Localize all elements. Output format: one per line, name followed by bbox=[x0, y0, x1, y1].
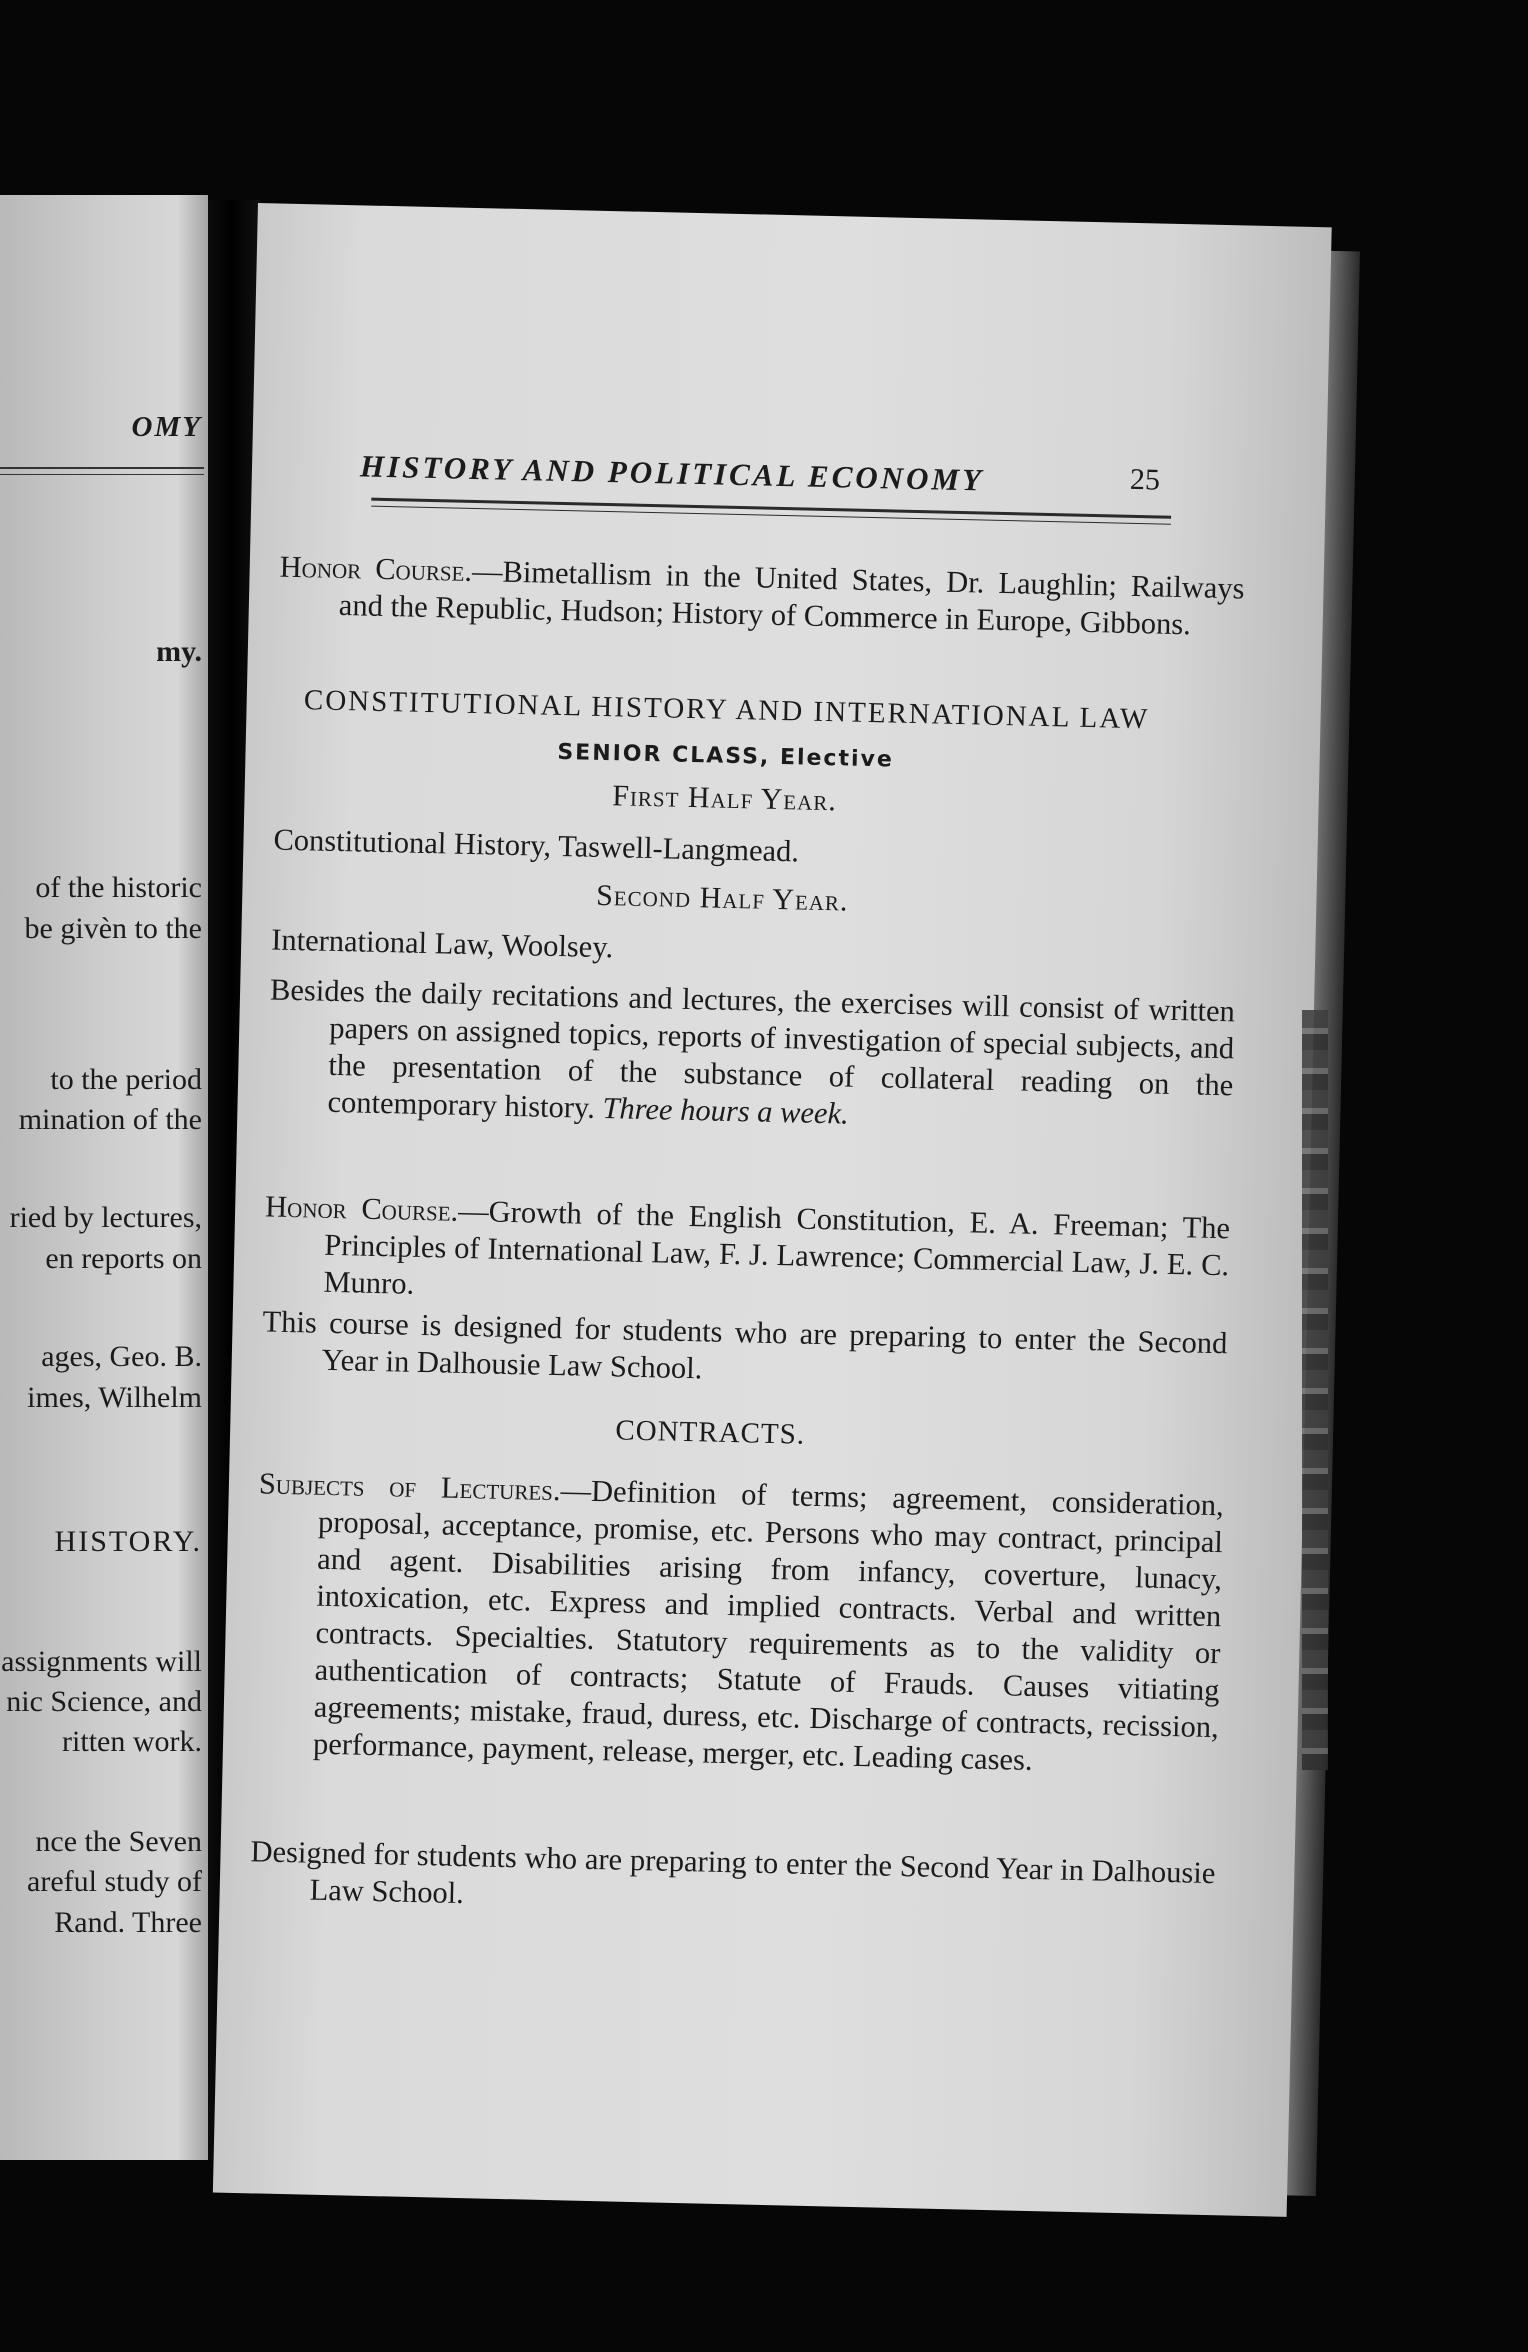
facing-page-header: OMY bbox=[131, 411, 202, 443]
edge-stamp bbox=[1302, 1010, 1328, 1770]
honor-course-label: Honor Course. bbox=[264, 1189, 459, 1228]
term-heading: First Half Year. bbox=[611, 779, 838, 818]
facing-page bbox=[0, 195, 208, 2160]
facing-line: be givèn to the bbox=[24, 912, 202, 945]
facing-line: ried by lectures, bbox=[9, 1201, 202, 1234]
facing-line: nic Science, and bbox=[6, 1685, 202, 1718]
facing-line: to the period bbox=[50, 1063, 202, 1096]
designed-paragraph: This course is designed for students who are preparing to enter the Second Year in Dalhousie Law School. bbox=[262, 1304, 1228, 1386]
facing-line: nce the Seven bbox=[35, 1825, 202, 1858]
facing-line: assignments will bbox=[1, 1645, 202, 1678]
facing-line: en reports on bbox=[45, 1242, 202, 1275]
facing-line: areful study of bbox=[27, 1865, 202, 1898]
besides-paragraph bbox=[267, 971, 1235, 1141]
honor-course-paragraph bbox=[278, 549, 1244, 645]
subjects-label: Subjects of Lectures. bbox=[258, 1466, 561, 1508]
facing-line: Rand. Three bbox=[54, 1906, 202, 1939]
facing-line: HISTORY. bbox=[54, 1525, 202, 1558]
running-header: HISTORY AND POLITICAL ECONOMY bbox=[359, 448, 985, 498]
honor-course-label: Honor Course. bbox=[279, 549, 473, 588]
term-heading: Second Half Year. bbox=[595, 878, 849, 918]
honor-course-text: —Bimetallism in the United States, Dr. Laughlin; Railways and the Republic, Hudson; History of Commerce in Europe, Gibbons. bbox=[338, 553, 1245, 642]
class-title: SENIOR CLASS, Elective bbox=[557, 739, 895, 773]
facing-line: my. bbox=[156, 635, 202, 668]
facing-line: imes, Wilhelm bbox=[27, 1381, 202, 1414]
subjects-paragraph bbox=[253, 1465, 1224, 1783]
honor-course-paragraph bbox=[263, 1188, 1230, 1321]
facing-line: mination of the bbox=[18, 1103, 202, 1136]
course-line: International Law, Woolsey. bbox=[270, 922, 614, 965]
facing-line: ages, Geo. B. bbox=[41, 1340, 202, 1373]
hours-note: Three hours a week. bbox=[602, 1091, 850, 1131]
honor-course-text: —Growth of the English Constitution, E. A. Freeman; The Principles of International Law, F. J. Lawrence; Commercial Law, J. E. C. Munro. bbox=[323, 1193, 1231, 1301]
facing-header-rule-thin bbox=[0, 474, 204, 475]
subjects-text: —Definition of terms; agreement, consideration, proposal, acceptance, promise, etc. Persons who may contract, principal and agent. Disabilities arising from infancy, coverture, lunacy, intoxication, etc. Express and implied contracts. Verbal and written contracts. Specialties. Statutory requirements as to the validity or authentication of contracts; Statute of Frauds. Causes vitiating agreements; mistake, fraud, duress, etc. Discharge of contracts, recission, performance, payment, release, merger, etc. Leading cases. bbox=[312, 1473, 1225, 1777]
contracts-title: CONTRACTS. bbox=[615, 1414, 806, 1451]
main-page bbox=[213, 203, 1332, 2217]
facing-header-rule bbox=[0, 467, 204, 469]
facing-line: of the historic bbox=[35, 871, 202, 904]
course-line: Constitutional History, Taswell-Langmead. bbox=[273, 822, 800, 869]
besides-text: Besides the daily recitations and lectures, the exercises will consist of written papers on assigned topics, reports of investigation of special subjects, and the presentation of the substance of collateral reading on the contemporary history. bbox=[269, 972, 1236, 1125]
page-number: 25 bbox=[1129, 462, 1161, 497]
facing-line: ritten work. bbox=[62, 1725, 202, 1758]
designed-paragraph: Designed for students who are preparing to enter the Second Year in Dalhousie Law School. bbox=[250, 1834, 1216, 1911]
section-title: CONSTITUTIONAL HISTORY AND INTERNATIONAL LAW bbox=[303, 684, 1150, 736]
